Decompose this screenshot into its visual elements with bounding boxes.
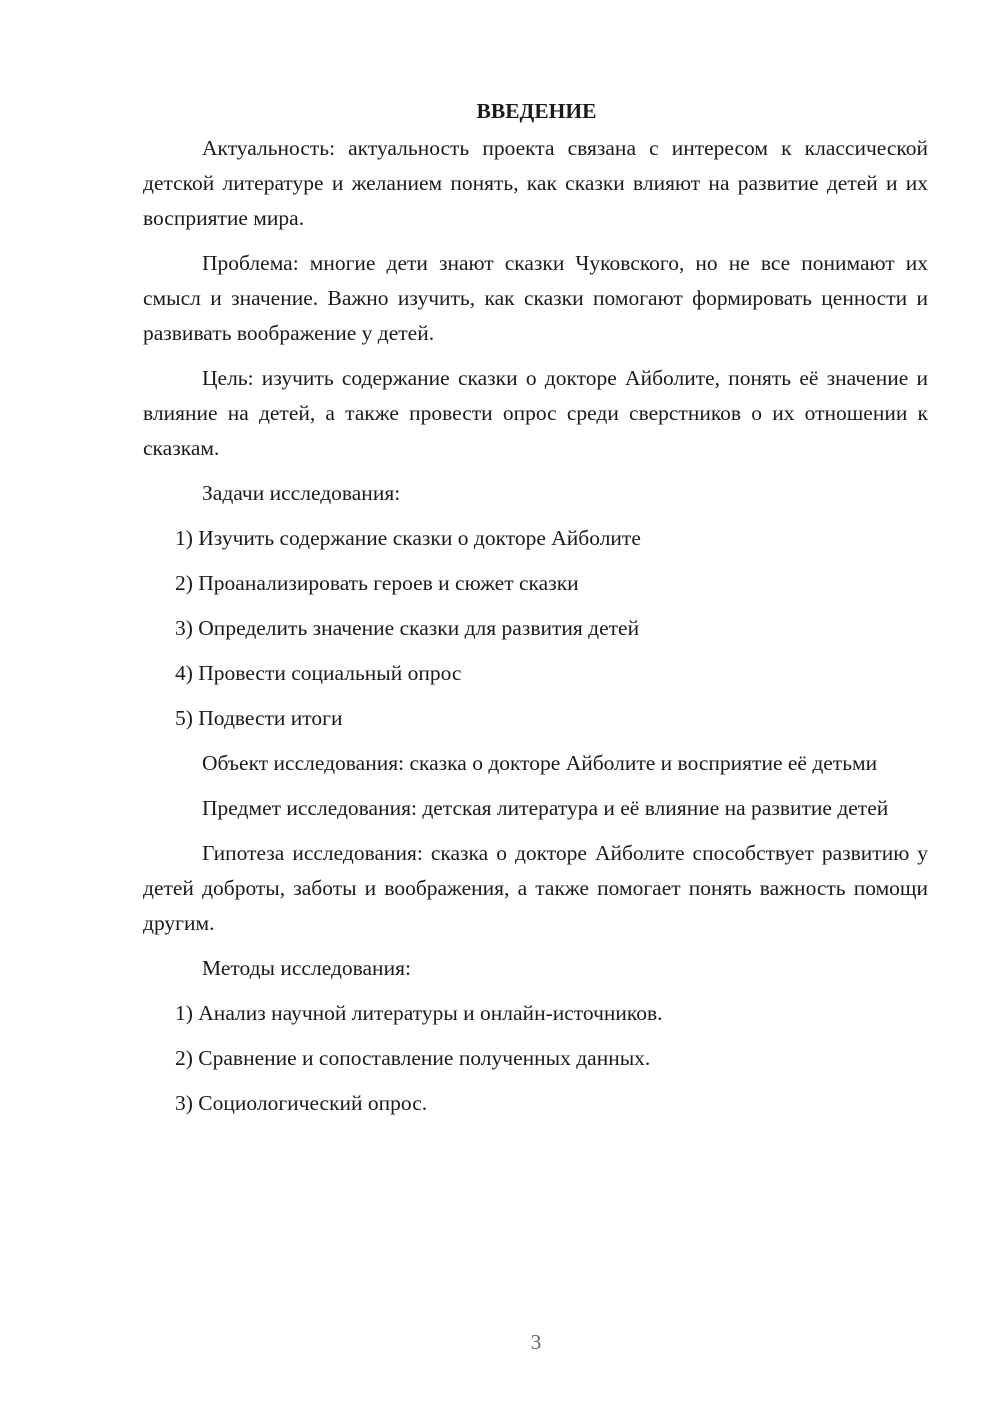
method-item: 1) Анализ научной литературы и онлайн-источников. xyxy=(175,1001,663,1025)
task-item: 3) Определить значение сказки для развития детей xyxy=(175,616,640,640)
methods-heading: Методы исследования: xyxy=(202,956,411,980)
relevance-paragraph: Актуальность: актуальность проекта связана с интересом к классической детской литературе и желанием понять, как сказки влияют на развитие детей и их восприятие мира. xyxy=(143,136,928,230)
tasks-heading: Задачи исследования: xyxy=(202,481,401,505)
subject-paragraph: Предмет исследования: детская литература и её влияние на развитие детей xyxy=(202,796,889,820)
goal-paragraph: Цель: изучить содержание сказки о докторе Айболите, понять её значение и влияние на детей, а также провести опрос среди сверстников о их отношении к сказкам. xyxy=(143,366,928,460)
task-item: 5) Подвести итоги xyxy=(175,706,343,730)
object-paragraph: Объект исследования: сказка о докторе Айболите и восприятие её детьми xyxy=(202,751,878,775)
method-item: 2) Сравнение и сопоставление полученных данных. xyxy=(175,1046,651,1070)
task-item: 2) Проанализировать героев и сюжет сказки xyxy=(175,571,579,595)
hypothesis-paragraph: Гипотеза исследования: сказка о докторе Айболите способствует развитию у детей доброты, заботы и воображения, а также помогает понять важность помощи другим. xyxy=(143,841,928,935)
document-page xyxy=(143,94,928,1121)
method-item: 3) Социологический опрос. xyxy=(175,1091,428,1115)
section-title: ВВЕДЕНИЕ xyxy=(476,99,597,123)
task-item: 4) Провести социальный опрос xyxy=(175,661,462,685)
problem-paragraph: Проблема: многие дети знают сказки Чуковского, но не все понимают их смысл и значение. Важно изучить, как сказки помогают формировать ценности и развивать воображение у детей. xyxy=(143,251,928,345)
page-number: 3 xyxy=(530,1330,542,1354)
task-item: 1) Изучить содержание сказки о докторе Айболите xyxy=(175,526,641,550)
